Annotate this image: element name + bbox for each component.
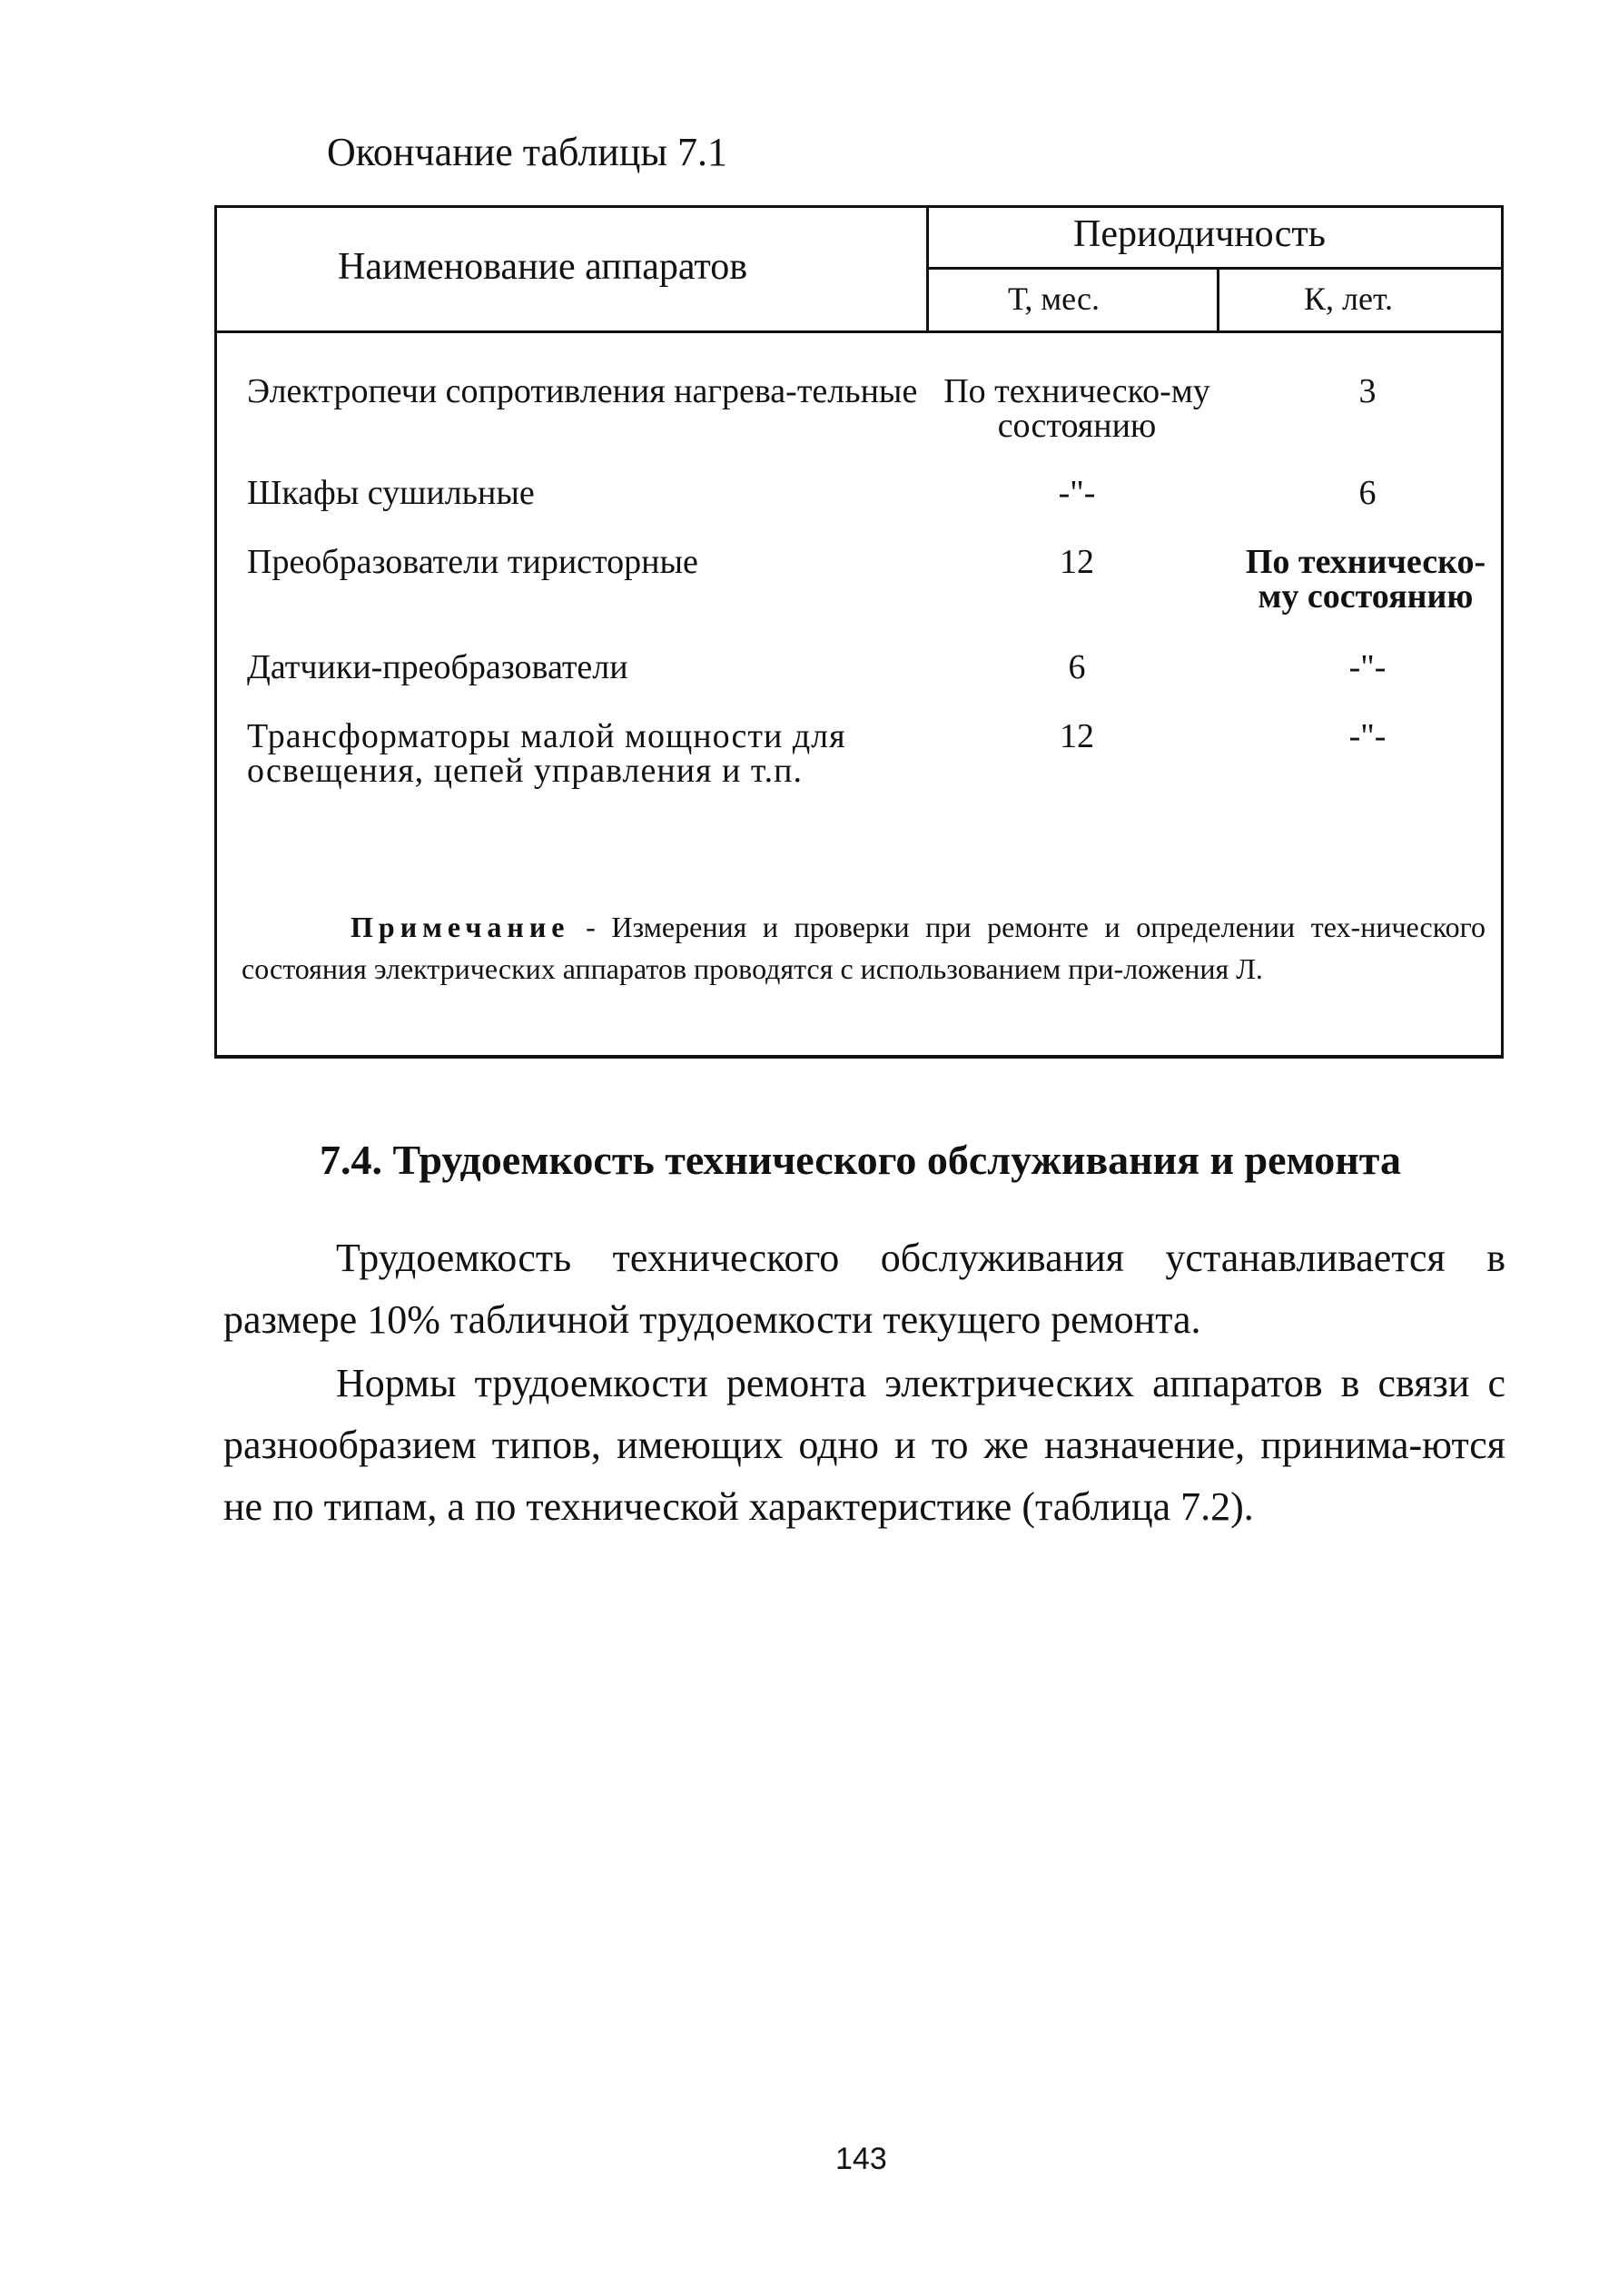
note-label: Примечание	[350, 911, 570, 943]
note-text: - Измерения и проверки при ремонте и определении тех-нического состояния электрических аппаратов проводятся с использованием при-ложения Л.	[242, 911, 1485, 985]
periodicity-table	[214, 205, 1509, 1062]
table-note	[242, 906, 1485, 990]
row-3-t: 12	[1060, 543, 1094, 581]
group-header-rule	[926, 267, 1504, 270]
row-5-name: Трансформаторы малой мощности для освещения, цепей управления и т.п.	[247, 717, 846, 790]
column-header-k: К, лет.	[1304, 281, 1393, 317]
t-k-column-divider	[1217, 267, 1219, 332]
row-2-k: 6	[1358, 474, 1377, 512]
row-3-k: По техническо-му состоянию	[1245, 543, 1486, 616]
row-5-t: 12	[1060, 717, 1094, 755]
paragraph-2: Нормы трудоемкости ремонта электрических аппаратов в связи с разнообразием типов, имеющих одно и то же назначение, принима-ются не по типам, а по технической характеристике (таблица 7.2).	[223, 1361, 1505, 1529]
row-5-k: -"-	[1348, 717, 1387, 755]
row-2-t: -"-	[1058, 474, 1096, 512]
row-3-name: Преобразователи тиристорные	[247, 543, 698, 581]
row-1-t: По техническо-му состоянию	[943, 372, 1210, 445]
paragraph-1: Трудоемкость технического обслуживания устанавливается в размере 10% табличной трудоемкости текущего ремонта.	[223, 1236, 1505, 1342]
column-header-name: Наименование аппаратов	[338, 246, 748, 288]
row-4-k: -"-	[1348, 648, 1387, 686]
page-number: 143	[835, 2142, 887, 2176]
header-bottom-rule	[214, 330, 1504, 333]
row-4-name: Датчики-преобразователи	[247, 648, 628, 686]
row-1-name: Электропечи сопротивления нагрева-тельные	[247, 372, 918, 410]
column-header-periodicity: Периодичность	[1073, 213, 1326, 255]
row-1-k: 3	[1358, 372, 1377, 410]
row-4-t: 6	[1068, 648, 1086, 686]
section-heading: 7.4. Трудоемкость технического обслуживания и ремонта	[320, 1137, 1401, 1183]
table-caption: Окончание таблицы 7.1	[327, 130, 727, 174]
name-column-divider	[926, 205, 929, 332]
row-2-name: Шкафы сушильные	[247, 474, 535, 512]
column-header-t: Т, мес.	[1008, 281, 1101, 317]
